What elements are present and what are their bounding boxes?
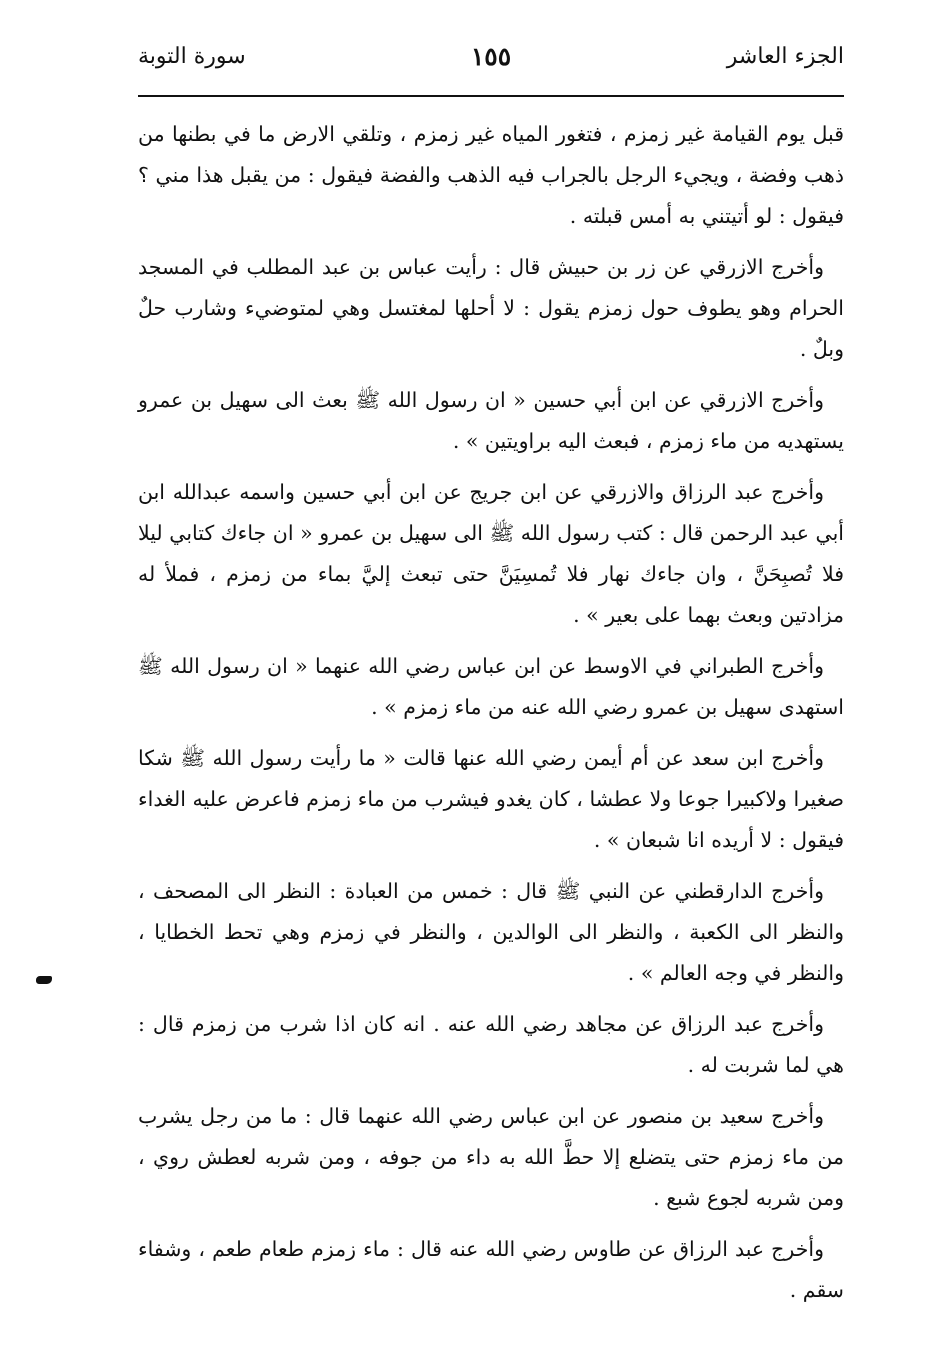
- paragraph: وأخرج الدارقطني عن النبي ﷺ قال : خمس من العبادة : النظر الى المصحف ، والنظر الى الكعبة ، والنظر الى الوالدين ، والنظر في زمزم وهي تحط الخطايا ، والنظر في وجه العالم » .: [138, 879, 844, 985]
- page-number: ١٥٥: [470, 42, 512, 71]
- paragraph: قبل يوم القيامة غير زمزم ، فتغور المياه غير زمزم ، وتلقي الارض ما في بطنها من ذهب وفضة ، ويجيء الرجل بالجراب فيه الذهب والفضة فيقول : من يقبل هذا مني ؟ فيقول : لو أتيتني به أمس قبلته .: [138, 122, 844, 228]
- paragraph: وأخرج الازرقي عن ابن أبي حسين « ان رسول الله ﷺ بعث الى سهيل بن عمرو يستهديه من ماء زمزم ، فبعث اليه براويتين » .: [138, 388, 844, 453]
- page-body: [138, 114, 844, 1321]
- surah-title: سورة التوبة: [138, 44, 246, 69]
- part-title: الجزء العاشر: [726, 44, 844, 69]
- ink-blot-mark: [36, 976, 52, 984]
- paragraph: وأخرج عبد الرزاق عن مجاهد رضي الله عنه . انه كان اذا شرب من زمزم قال : هي لما شربت له .: [138, 1012, 844, 1077]
- paragraph: وأخرج سعيد بن منصور عن ابن عباس رضي الله عنهما قال : ما من رجل يشرب من ماء زمزم حتى يتضلع إلا حطَّ الله به داء من جوفه ، ومن شربه لعطش روي ، ومن شربه لجوع شبع .: [138, 1104, 844, 1210]
- paragraph: وأخرج عبد الرزاق عن طاوس رضي الله عنه قال : ماء زمزم طعام طعم ، وشفاء سقم .: [138, 1237, 844, 1302]
- paragraph: وأخرج ابن سعد عن أم أيمن رضي الله عنها قالت « ما رأيت رسول الله ﷺ شكا صغيرا ولاكبيرا جوعا ولا عطشا ، كان يغدو فيشرب من ماء زمزم فاعرض عليه الغداء فيقول : لا أريده انا شبعان » .: [138, 746, 844, 852]
- running-header: [138, 44, 844, 84]
- paragraph: وأخرج عبد الرزاق والازرقي عن ابن جريج عن ابن أبي حسين واسمه عبدالله ابن أبي عبد الرحمن قال : كتب رسول الله ﷺ الى سهيل بن عمرو « ان جاءك كتابي ليلا فلا تُصبِحَنَّ ، وان جاءك نهار فلا تُمسِيَنَّ حتى تبعث إليَّ بماء من زمزم ، فملأ له مزادتين وبعث بهما على بعير » .: [138, 480, 844, 627]
- header-divider: [138, 95, 844, 97]
- paragraph: وأخرج الطبراني في الاوسط عن ابن عباس رضي الله عنهما « ان رسول الله ﷺ استهدى سهيل بن عمرو رضي الله عنه من ماء زمزم » .: [138, 654, 844, 719]
- paragraph: وأخرج الازرقي عن زر بن حبيش قال : رأيت عباس بن عبد المطلب في المسجد الحرام وهو يطوف حول زمزم يقول : لا أحلها لمغتسل وهي لمتوضيء وشارب حلٌ وبلٌ .: [138, 255, 844, 361]
